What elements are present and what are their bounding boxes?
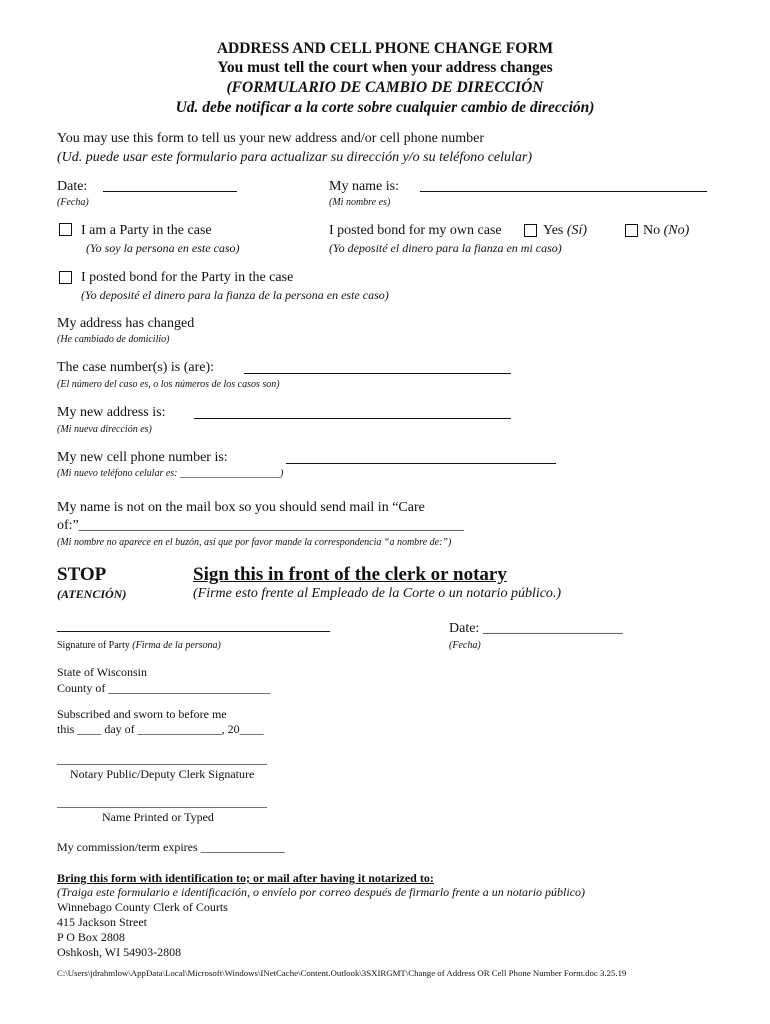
form-subtitle-spanish: Ud. debe notificar a la corte sobre cualquier cambio de dirección): [175, 99, 595, 116]
commission-field[interactable]: My commission/term expires ______________: [57, 840, 285, 854]
yes-label: [543, 223, 587, 239]
cell-phone-label-spanish: (Mi nuevo teléfono celular es: ____________________): [57, 468, 284, 479]
bond-own-label-spanish: (Yo deposité el dinero para la fianza en mi caso): [329, 241, 562, 255]
party-checkbox[interactable]: [59, 223, 72, 236]
signature-date-caption: (Fecha): [449, 640, 481, 651]
party-signature-field[interactable]: _______________________________________: [57, 619, 330, 634]
no-label: [643, 223, 689, 239]
name-field[interactable]: [420, 191, 707, 192]
new-address-label-spanish: (Mi nueva dirección es): [57, 424, 152, 435]
bring-instruction: Bring this form with identification to; or mail after having it notarized to:: [57, 871, 434, 885]
care-of-label: My name is not on the mail box so you should send mail in “Care: [57, 500, 425, 515]
cell-phone-label: My new cell phone number is:: [57, 450, 228, 465]
address-changed-label: My address has changed: [57, 316, 195, 331]
subscribed-text: Subscribed and sworn to before me: [57, 707, 227, 721]
file-path-footer: C:\Users\jdrahmlow\AppData\Local\Microsoft\Windows\INetCache\Content.Outlook\3SXIRGMT\Change of Address OR Cell Phone Number Form.doc 3.25.19: [57, 968, 627, 978]
no-checkbox[interactable]: [625, 224, 638, 237]
no-label-spanish: (No): [663, 223, 690, 238]
bond-party-label: I posted bond for the Party in the case: [81, 270, 294, 285]
printed-name-field[interactable]: ___________________________________: [57, 795, 267, 809]
bond-party-checkbox[interactable]: [59, 271, 72, 284]
form-subtitle: You must tell the court when your address changes: [217, 59, 553, 76]
intro-text: You may use this form to tell us your new address and/or cell phone number: [57, 131, 485, 146]
clerk-address-line4: Oshkosh, WI 54903-2808: [57, 945, 182, 959]
sworn-date-field[interactable]: this ____ day of ______________, 20____: [57, 722, 264, 736]
cell-phone-field[interactable]: [286, 463, 556, 464]
case-number-field[interactable]: [244, 373, 511, 374]
clerk-address-line1: Winnebago County Clerk of Courts: [57, 900, 228, 914]
clerk-address-line2: 415 Jackson Street: [57, 915, 147, 929]
bond-party-label-spanish: (Yo deposité el dinero para la fianza de la persona en este caso): [81, 288, 389, 302]
party-label-spanish: (Yo soy la persona en este caso): [86, 241, 240, 255]
yes-checkbox[interactable]: [524, 224, 537, 237]
yes-label-spanish: (Sí): [566, 223, 588, 238]
new-address-label: My new address is:: [57, 405, 166, 420]
sign-instruction: Sign this in front of the clerk or notary: [193, 564, 507, 585]
signature-date-field[interactable]: Date: ____________________: [449, 621, 623, 636]
no-label-text: No: [643, 223, 661, 238]
form-title: ADDRESS AND CELL PHONE CHANGE FORM: [216, 40, 554, 57]
county-field[interactable]: County of ___________________________: [57, 681, 271, 695]
party-label: I am a Party in the case: [81, 223, 212, 238]
signature-caption-text: Signature of Party: [57, 640, 130, 651]
intro-text-spanish: (Ud. puede usar este formulario para actualizar su dirección y/o su teléfono celular): [57, 150, 533, 165]
notary-signature-field[interactable]: ___________________________________: [57, 752, 267, 766]
care-of-field[interactable]: of:”_______________________________________________________: [57, 518, 464, 533]
name-label: My name is:: [329, 179, 399, 194]
clerk-address-line3: P O Box 2808: [57, 930, 125, 944]
care-of-label-spanish: (Mi nombre no aparece en el buzón, así que por favor mande la correspondencia “a nombre de:”): [57, 537, 452, 548]
printed-name-caption: Name Printed or Typed: [102, 810, 214, 824]
state-text: State of Wisconsin: [57, 665, 147, 679]
date-label-spanish: (Fecha): [57, 197, 89, 208]
name-label-spanish: (Mi nombre es): [329, 197, 391, 208]
party-signature-caption: [57, 640, 221, 651]
sign-instruction-spanish: (Firme esto frente al Empleado de la Corte o un notario público.): [193, 586, 562, 601]
new-address-field[interactable]: [194, 418, 511, 419]
notary-signature-caption: Notary Public/Deputy Clerk Signature: [70, 767, 255, 781]
form-title-spanish: (FORMULARIO DE CAMBIO DE DIRECCIÓN: [226, 79, 544, 96]
bond-own-label: I posted bond for my own case: [329, 223, 502, 238]
signature-caption-spanish: (Firma de la persona): [132, 640, 221, 651]
bring-instruction-spanish: (Traiga este formulario e identificación, o envíelo por correo después de firmarlo frente a un notario público): [57, 885, 586, 899]
address-changed-label-spanish: (He cambiado de domicilio): [57, 334, 170, 345]
case-number-label-spanish: (El número del caso es, o los números de los casos son): [57, 379, 280, 390]
yes-label-text: Yes: [543, 223, 564, 238]
stop-heading: STOP: [57, 564, 107, 585]
stop-heading-spanish: (ATENCIÓN): [57, 587, 127, 601]
date-field[interactable]: [103, 191, 237, 192]
date-label: Date:: [57, 179, 88, 194]
case-number-label: The case number(s) is (are):: [57, 360, 215, 375]
